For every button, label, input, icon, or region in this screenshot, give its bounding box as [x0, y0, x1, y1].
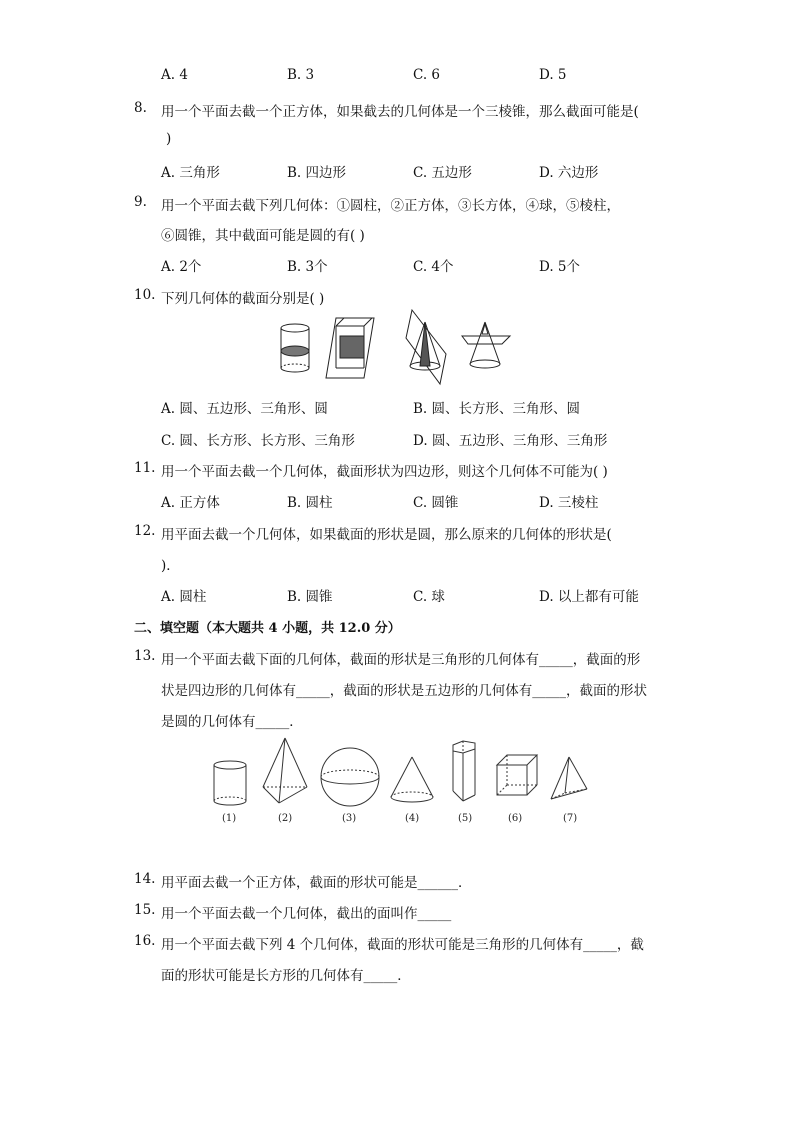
- q9-option-a: A. 2个: [161, 259, 202, 275]
- q10-figure: [270, 308, 520, 388]
- q11-option-b: B. 圆柱: [287, 495, 333, 511]
- solid-pyramid: [551, 757, 587, 799]
- q9-number: 9.: [134, 194, 147, 210]
- q12-text-line1: 用平面去截一个几何体，如果截面的形状是圆，那么原来的几何体的形状是(: [161, 527, 612, 543]
- q10-text-line1: 下列几何体的截面分别是( ): [161, 291, 325, 307]
- q14-text-line1: 用平面去截一个正方体，截面的形状可能是______．: [161, 875, 472, 891]
- q13-figure: [205, 735, 595, 825]
- q12-option-a: A. 圆柱: [161, 589, 207, 605]
- q13-number: 13.: [134, 648, 156, 664]
- q7-option-b: B. 3: [287, 67, 315, 83]
- q9-option-d: D. 5个: [539, 259, 581, 275]
- q12-number: 12.: [134, 523, 156, 539]
- q10-option-a: A. 圆、五边形、三角形、圆: [161, 401, 328, 417]
- q7-option-a: A. 4: [161, 67, 188, 83]
- q10-number: 10.: [134, 287, 156, 303]
- q8-text-line1: 用一个平面去截一个正方体，如果截去的几何体是一个三棱锥，那么截面可能是(: [161, 104, 639, 120]
- q11-option-d: D. 三棱柱: [539, 495, 599, 511]
- q11-option-c: C. 圆锥: [413, 495, 459, 511]
- q13-text-line2: 状是四边形的几何体有_____，截面的形状是五边形的几何体有_____，截面的形状: [161, 683, 647, 699]
- q10-option-b: B. 圆、长方形、三角形、圆: [413, 401, 581, 417]
- caption-7: (7): [563, 813, 578, 824]
- solid-sphere: [321, 748, 379, 806]
- solid-hexagonal-prism: [453, 741, 475, 801]
- caption-5: (5): [458, 813, 473, 824]
- q8-text-line2: ): [166, 131, 172, 147]
- q11-option-a: A. 正方体: [161, 495, 220, 511]
- q12-option-c: C. 球: [413, 589, 445, 605]
- solid-tall-pyramid: [263, 738, 307, 803]
- solid-cone: [391, 757, 433, 802]
- q14-number: 14.: [134, 871, 156, 887]
- q8-option-b: B. 四边形: [287, 165, 347, 181]
- q12-option-d: D. 以上都有可能: [539, 589, 639, 605]
- solid-cube: [497, 755, 537, 795]
- q15-number: 15.: [134, 902, 156, 918]
- q10-cone-top-figure: [462, 322, 510, 368]
- q9-text-line2: ⑥圆锥，其中截面可能是圆的有( ): [161, 228, 365, 244]
- q8-option-c: C. 五边形: [413, 165, 472, 181]
- q8-option-d: D. 六边形: [539, 165, 599, 181]
- q11-number: 11.: [134, 460, 156, 476]
- q9-option-b: B. 3个: [287, 259, 328, 275]
- q7-option-c: C. 6: [413, 67, 441, 83]
- q10-option-c: C. 圆、长方形、长方形、三角形: [161, 433, 355, 449]
- q13-text-line3: 是圆的几何体有_____．: [161, 714, 303, 730]
- caption-6: (6): [508, 813, 523, 824]
- solid-cylinder: [214, 761, 246, 805]
- q15-text-line1: 用一个平面去截一个几何体，截出的面叫作_____: [161, 906, 452, 922]
- q13-text-line1: 用一个平面去截下面的几何体，截面的形状是三角形的几何体有_____，截面的形: [161, 652, 641, 668]
- caption-4: (4): [405, 813, 420, 824]
- caption-2: (2): [278, 813, 293, 824]
- q8-option-a: A. 三角形: [161, 165, 220, 181]
- caption-3: (3): [342, 813, 357, 824]
- q10-cone-figure: [406, 310, 446, 384]
- q7-option-d: D. 5: [539, 67, 567, 83]
- q12-text-line2: )．: [161, 558, 180, 574]
- caption-1: (1): [222, 813, 237, 824]
- q10-prism-figure: [326, 318, 374, 378]
- q16-text-line1: 用一个平面去截下列 4 个几何体，截面的形状可能是三角形的几何体有_____，截: [161, 937, 644, 953]
- q8-number: 8.: [134, 100, 147, 116]
- q16-text-line2: 面的形状可能是长方形的几何体有_____．: [161, 968, 411, 984]
- q12-option-b: B. 圆锥: [287, 589, 333, 605]
- q16-number: 16.: [134, 933, 156, 949]
- q9-option-c: C. 4个: [413, 259, 454, 275]
- q9-text-line1: 用一个平面去截下列几何体：①圆柱，②正方体，③长方体，④球，⑤棱柱，: [161, 198, 620, 214]
- q10-option-d: D. 圆、五边形、三角形、三角形: [413, 433, 608, 449]
- q10-cylinder-figure: [281, 324, 309, 372]
- q11-text-line1: 用一个平面去截一个几何体，截面形状为四边形，则这个几何体不可能为( ): [161, 464, 608, 480]
- section-fill-in-title: 二、填空题（本大题共 4 小题，共 12.0 分）: [134, 621, 401, 636]
